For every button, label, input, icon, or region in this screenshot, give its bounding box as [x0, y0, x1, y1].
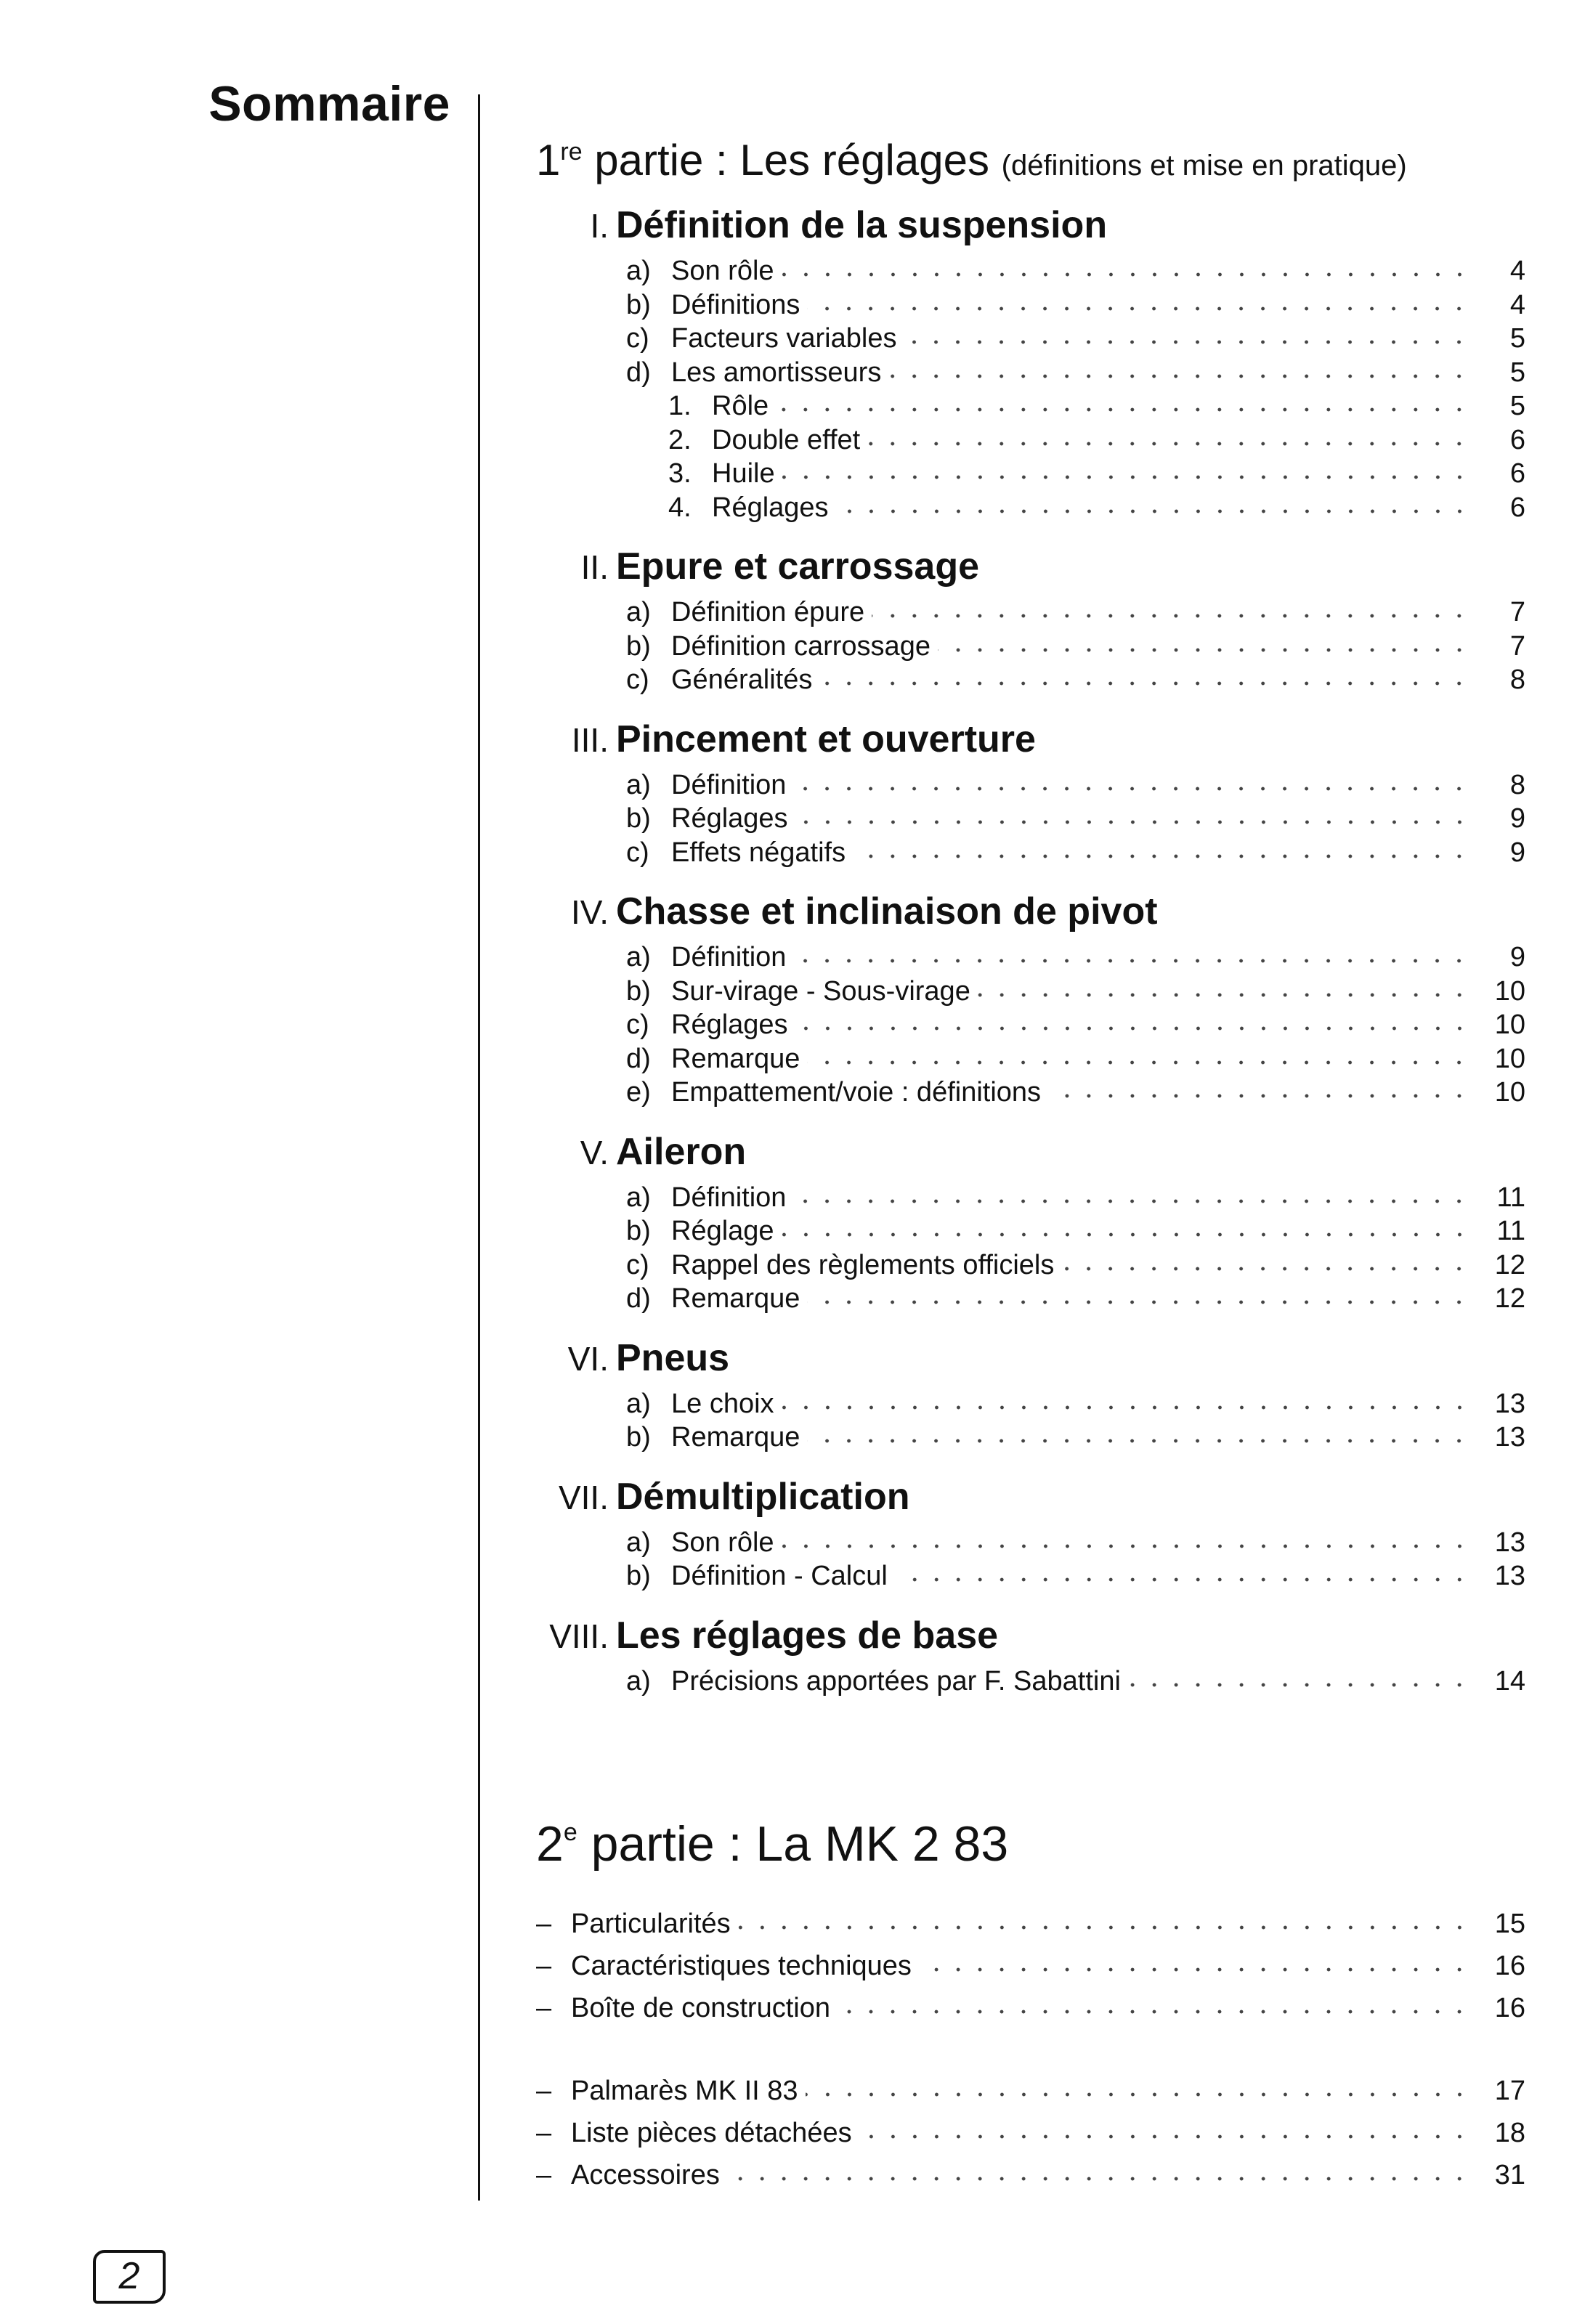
dot-leader	[782, 1543, 1470, 1550]
entry-marker: 2.	[668, 424, 692, 455]
toc-entry	[530, 1216, 1525, 1250]
section-heading	[530, 203, 1525, 256]
entry-dash: –	[536, 1993, 552, 2023]
section-heading	[530, 1130, 1525, 1182]
entry-page: 13	[1494, 1527, 1525, 1558]
entry-text: Réglage	[671, 1216, 774, 1246]
dot-leader	[807, 1059, 1470, 1066]
entry-page: 6	[1509, 492, 1525, 523]
entry-page: 12	[1494, 1283, 1525, 1314]
toc-entry	[536, 2118, 1525, 2160]
entry-dash: –	[536, 2160, 552, 2190]
toc-entry	[536, 1951, 1525, 1993]
entry-marker: a)	[626, 1388, 651, 1419]
entry-marker: c)	[626, 665, 649, 695]
toc-entry	[536, 2160, 1525, 2202]
section-heading	[530, 545, 1525, 597]
entry-dash: –	[536, 2118, 552, 2148]
section-heading	[530, 890, 1525, 942]
entry-text: Réglages	[671, 1009, 788, 1040]
dot-leader	[795, 818, 1470, 826]
entry-text: Son rôle	[671, 1527, 774, 1558]
entry-dash: –	[536, 2076, 552, 2106]
entry-page: 18	[1494, 2118, 1525, 2148]
section-numeral: II.	[580, 548, 609, 586]
dot-leader	[859, 2133, 1470, 2140]
toc-entry	[530, 803, 1525, 837]
toc-section	[530, 1130, 1525, 1317]
page-title: Sommaire	[208, 76, 450, 131]
part2-heading	[536, 1816, 1008, 1872]
section-title: Pneus	[616, 1336, 730, 1379]
entry-text: Son rôle	[671, 256, 774, 286]
toc-entry	[530, 976, 1525, 1010]
dot-leader	[1061, 1265, 1470, 1272]
dot-leader	[738, 1924, 1470, 1931]
dot-leader	[836, 508, 1470, 515]
section-numeral: III.	[571, 720, 609, 759]
toc-entry	[530, 631, 1525, 665]
entry-dash: –	[536, 1909, 552, 1939]
section-numeral: I.	[590, 207, 609, 245]
entry-marker: b)	[626, 1422, 651, 1452]
entry-marker: b)	[626, 1216, 651, 1246]
entry-text: Définition	[671, 942, 787, 972]
entry-text: Remarque	[671, 1422, 800, 1452]
dot-leader	[919, 1966, 1470, 1973]
dot-leader	[782, 1404, 1470, 1411]
dot-leader	[819, 680, 1470, 687]
entry-text: Définition carrossage	[671, 630, 931, 662]
toc-entry	[536, 1909, 1525, 1951]
entry-text: Rôle	[712, 391, 769, 421]
entry-page: 16	[1494, 1951, 1525, 1981]
section-numeral: VII.	[558, 1478, 609, 1516]
entry-marker: a)	[626, 1182, 651, 1213]
entry-page: 5	[1509, 357, 1525, 388]
page-number: 2	[93, 2250, 166, 2304]
entry-page: 11	[1496, 1182, 1525, 1213]
toc-entry	[530, 1182, 1525, 1216]
entry-page: 13	[1494, 1388, 1525, 1419]
dot-leader	[978, 991, 1470, 999]
section-title: Epure et carrossage	[616, 545, 980, 588]
dot-leader	[807, 305, 1470, 312]
part1-ordinal: re	[560, 138, 583, 166]
toc-entry	[536, 1993, 1525, 2035]
toc-section	[530, 890, 1525, 1111]
entry-page: 7	[1509, 630, 1525, 662]
entry-page: 14	[1494, 1665, 1525, 1697]
entry-marker: a)	[626, 256, 651, 286]
entry-page: 8	[1509, 769, 1525, 800]
entry-text: Effets négatifs	[671, 837, 846, 868]
entry-page: 9	[1509, 803, 1525, 834]
entry-page: 10	[1494, 975, 1525, 1007]
dot-leader	[853, 853, 1470, 860]
toc-section	[530, 1475, 1525, 1595]
toc-entry	[530, 1527, 1525, 1561]
entry-text: Précisions apportées par F. Sabattini	[671, 1665, 1121, 1697]
toc-entry	[530, 1422, 1525, 1456]
toc-entry	[530, 597, 1525, 631]
dot-leader	[782, 271, 1470, 278]
section-numeral: VI.	[567, 1339, 609, 1378]
toc-entry	[530, 357, 1525, 391]
dot-leader	[806, 2091, 1470, 2098]
toc-entry	[530, 1561, 1525, 1595]
section-title: Les réglages de base	[616, 1614, 999, 1657]
entry-marker: d)	[626, 357, 651, 388]
part2-ordinal: e	[563, 1819, 577, 1846]
dot-leader	[904, 338, 1470, 346]
toc-section	[530, 203, 1525, 526]
entry-marker: b)	[626, 803, 651, 834]
entry-text: Les amortisseurs	[671, 357, 882, 388]
entry-text: Remarque	[671, 1043, 800, 1074]
entry-marker: b)	[626, 289, 651, 320]
toc-entry	[530, 1044, 1525, 1078]
section-heading	[530, 1475, 1525, 1527]
entry-dash: –	[536, 1951, 552, 1981]
toc-entry	[530, 1283, 1525, 1317]
toc-section	[530, 718, 1525, 871]
entry-marker: c)	[626, 1009, 649, 1040]
dot-leader	[838, 2008, 1470, 2015]
toc-entry	[530, 492, 1525, 527]
entry-marker: c)	[626, 1249, 649, 1280]
entry-text: Huile	[712, 458, 775, 489]
entry-marker: c)	[626, 323, 649, 354]
entry-text: Définition	[671, 1182, 787, 1213]
toc-section	[530, 1336, 1525, 1456]
section-numeral: IV.	[570, 893, 609, 931]
entry-marker: a)	[626, 597, 651, 627]
toc-entry	[530, 391, 1525, 425]
entry-marker: a)	[626, 1665, 651, 1697]
dot-leader	[895, 1576, 1470, 1583]
entry-page: 17	[1494, 2076, 1525, 2106]
toc-entry	[530, 1389, 1525, 1423]
entry-page: 10	[1494, 1077, 1525, 1108]
entry-text: Caractéristiques techniques	[571, 1951, 912, 1981]
dot-leader	[776, 406, 1470, 413]
entry-marker: d)	[626, 1283, 651, 1314]
entry-page: 10	[1494, 1009, 1525, 1040]
entry-page: 8	[1509, 665, 1525, 695]
entry-text: Réglages	[712, 492, 829, 523]
entry-page: 5	[1509, 391, 1525, 421]
section-numeral: VIII.	[549, 1617, 609, 1655]
dot-leader	[782, 1231, 1470, 1238]
entry-page: 11	[1496, 1216, 1525, 1246]
entry-page: 6	[1509, 458, 1525, 489]
entry-page: 31	[1494, 2160, 1525, 2190]
entry-page: 6	[1509, 424, 1525, 455]
part1-heading	[536, 135, 1524, 185]
section-heading	[530, 1614, 1525, 1666]
dot-leader	[807, 1437, 1470, 1445]
entry-marker: a)	[626, 769, 651, 800]
entry-marker: 4.	[668, 492, 692, 523]
part2-title: partie : La MK 2 83	[577, 1816, 1009, 1872]
entry-page: 9	[1509, 942, 1525, 972]
toc-section	[530, 1614, 1525, 1700]
entry-marker: d)	[626, 1043, 651, 1074]
dot-leader	[795, 1025, 1470, 1032]
section-heading	[530, 718, 1525, 770]
entry-marker: b)	[626, 630, 651, 662]
entry-marker: b)	[626, 1561, 651, 1591]
toc-entry	[530, 425, 1525, 459]
dot-leader	[1048, 1092, 1470, 1100]
entry-text: Sur-virage - Sous-virage	[671, 975, 970, 1007]
entry-page: 5	[1509, 323, 1525, 354]
toc-entry	[530, 1009, 1525, 1044]
toc-entry	[536, 2076, 1525, 2118]
entry-text: Le choix	[671, 1388, 774, 1419]
entry-text: Liste pièces détachées	[571, 2118, 852, 2148]
toc-entry	[530, 290, 1525, 324]
entry-page: 13	[1494, 1422, 1525, 1452]
entry-page: 4	[1509, 289, 1525, 320]
toc-entry	[530, 837, 1525, 871]
dot-leader	[793, 1198, 1470, 1205]
entry-text: Particularités	[571, 1909, 731, 1939]
dot-leader	[938, 646, 1470, 654]
entry-text: Rappel des règlements officiels	[671, 1249, 1055, 1280]
dot-leader	[872, 612, 1470, 619]
entry-marker: c)	[626, 837, 649, 868]
toc-entry	[530, 1077, 1525, 1111]
entry-marker: b)	[626, 975, 651, 1007]
entry-text: Accessoires	[571, 2160, 720, 2190]
entry-page: 10	[1494, 1043, 1525, 1074]
entry-text: Palmarès MK II 83	[571, 2076, 798, 2106]
dot-leader	[888, 373, 1470, 380]
entry-text: Empattement/voie : définitions	[671, 1077, 1042, 1108]
entry-text: Double effet	[712, 424, 861, 455]
entry-marker: 1.	[668, 391, 692, 421]
section-heading	[530, 1336, 1525, 1389]
part1-title: partie : Les réglages	[582, 136, 1002, 184]
entry-page: 15	[1494, 1909, 1525, 1939]
dot-leader	[793, 957, 1470, 964]
toc-entry	[530, 256, 1525, 290]
part1-subtitle: (définitions et mise en pratique)	[1001, 150, 1407, 182]
entry-text: Remarque	[671, 1283, 800, 1314]
section-title: Aileron	[616, 1130, 747, 1173]
list-gap	[536, 2035, 1525, 2076]
entry-text: Boîte de construction	[571, 1993, 830, 2023]
entry-text: Définition épure	[671, 597, 865, 627]
part2-number: 2	[536, 1816, 564, 1872]
dot-leader	[807, 1299, 1470, 1306]
toc-entry	[530, 323, 1525, 357]
entry-text: Définition	[671, 769, 787, 800]
toc-entry	[530, 1250, 1525, 1284]
toc-entry	[530, 665, 1525, 699]
column-divider	[478, 94, 480, 2201]
entry-marker: 3.	[668, 458, 692, 489]
entry-text: Réglages	[671, 803, 788, 834]
section-numeral: V.	[580, 1133, 609, 1171]
entry-page: 7	[1509, 597, 1525, 627]
dot-leader	[727, 2175, 1470, 2182]
dot-leader	[867, 440, 1470, 447]
entry-page: 12	[1494, 1249, 1525, 1280]
part1-number: 1	[536, 136, 561, 184]
dot-leader	[1128, 1681, 1470, 1689]
entry-marker: e)	[626, 1077, 651, 1108]
entry-text: Généralités	[671, 665, 813, 695]
toc-entry	[530, 458, 1525, 492]
entry-page: 16	[1494, 1993, 1525, 2023]
entry-page: 13	[1494, 1561, 1525, 1591]
entry-text: Définitions	[671, 289, 800, 320]
toc-entry	[530, 1666, 1525, 1700]
section-title: Chasse et inclinaison de pivot	[616, 890, 1158, 933]
part1-sections	[530, 203, 1525, 1718]
entry-marker: a)	[626, 1527, 651, 1558]
entry-page: 9	[1509, 837, 1525, 868]
dot-leader	[782, 474, 1470, 481]
entry-page: 4	[1509, 256, 1525, 286]
toc-section	[530, 545, 1525, 699]
dot-leader	[793, 785, 1470, 792]
part2-list	[536, 1909, 1525, 2202]
section-title: Définition de la suspension	[616, 204, 1108, 246]
toc-entry	[530, 942, 1525, 976]
section-title: Pincement et ouverture	[616, 718, 1036, 760]
toc-entry	[530, 770, 1525, 804]
section-title: Démultiplication	[616, 1475, 910, 1518]
entry-text: Définition - Calcul	[671, 1561, 888, 1591]
entry-marker: a)	[626, 942, 651, 972]
entry-text: Facteurs variables	[671, 323, 897, 354]
